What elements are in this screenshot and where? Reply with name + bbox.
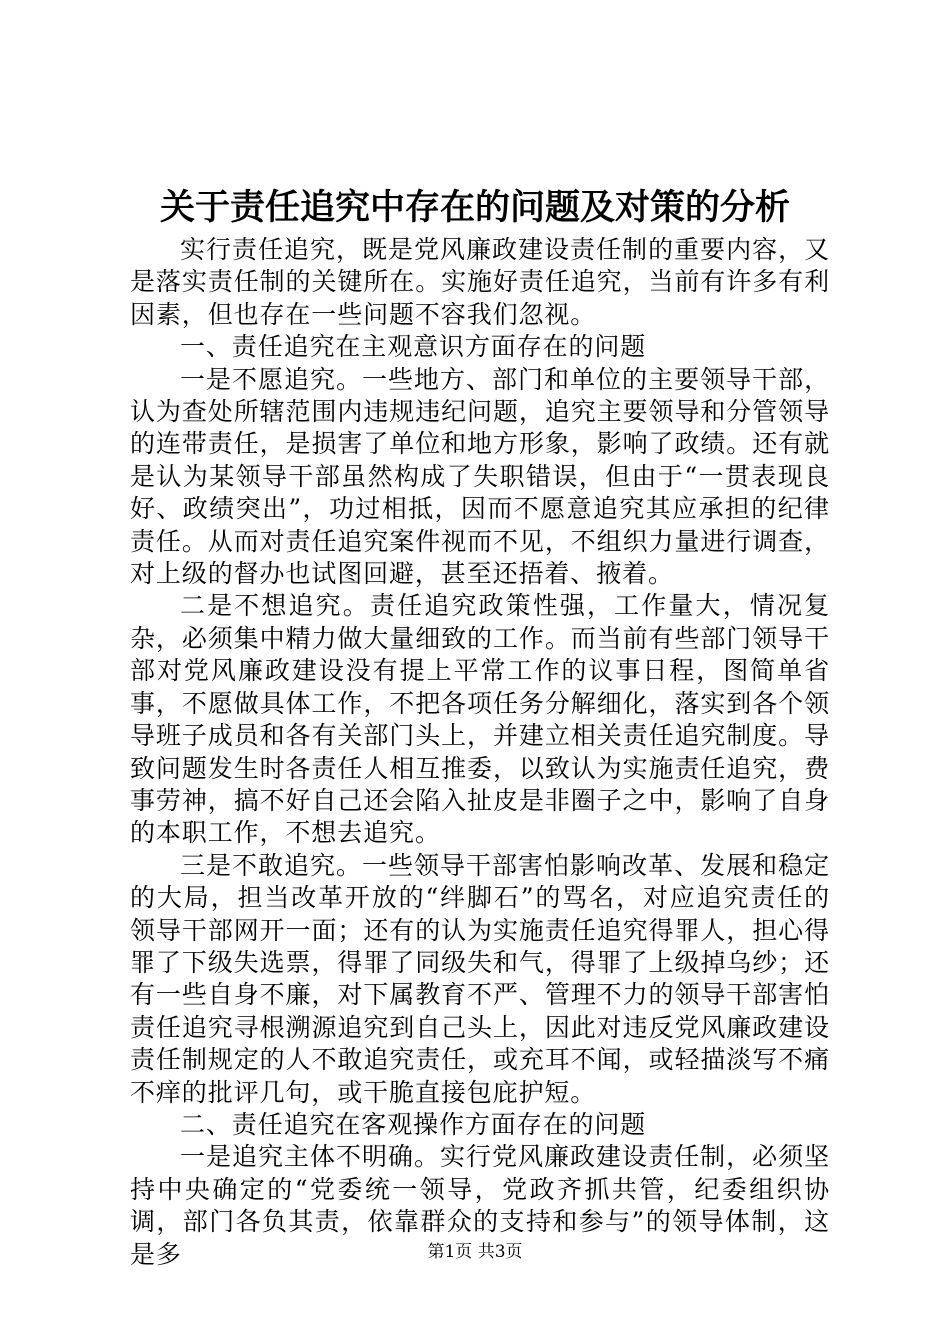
document-title: 关于责任追究中存在的问题及对策的分析: [159, 187, 790, 228]
page-number-footer: 第1页 共3页: [427, 1242, 523, 1262]
paragraph-point-1: 一是不愿追究。一些地方、部门和单位的主要领导干部，认为查处所辖范围内违规违纪问题，追究主要领导和分管领导的连带责任，是损害了单位和地方形象，影响了政绩。还有就是认为某领导干部虽然构成了失职错误，但由于“一贯表现良好、政绩突出”，功过相抵，因而不愿意追究其应承担的纪律责任。从而对责任追究案件视而不见，不组织力量进行调查，对上级的督办也试图回避，甚至还捂着、掖着。: [130, 364, 830, 589]
paragraph-point-4: 一是追究主体不明确。实行党风廉政建设责任制，必须坚持中央确定的“党委统一领导，党政齐抓共管，纪委组织协调，部门各负其责，依靠群众的支持和参与”的领导体制，这是多: [130, 1142, 830, 1269]
document-body: [130, 234, 830, 1271]
paragraph-point-2: 二是不想追究。责任追究政策性强，工作量大，情况复杂，必须集中精力做大量细致的工作。而当前有些部门领导干部对党风廉政建设没有提上平常工作的议事日程，图简单省事，不愿做具体工作，不把各项任务分解细化，落实到各个领导班子成员和各有关部门头上，并建立相关责任追究制度。导致问题发生时各责任人相互推委，以致认为实施责任追究，费事劳神，搞不好自己还会陷入扯皮是非圈子之中，影响了自身的本职工作，不想去追究。: [130, 591, 830, 848]
paragraph-intro: 实行责任追究，既是党风廉政建设责任制的重要内容，又是落实责任制的关键所在。实施好责任追究，当前有许多有利因素，但也存在一些问题不容我们忽视。: [130, 235, 830, 329]
paragraph-point-3: 三是不敢追究。一些领导干部害怕影响改革、发展和稳定的大局，担当改革开放的“绊脚石”的骂名，对应追究责任的领导干部网开一面；还有的认为实施责任追究得罪人，担心得罪了下级失选票，得罪了同级失和气，得罪了上级掉乌纱；还有一些自身不廉，对下属教育不严、管理不力的领导干部害怕责任追究寻根溯源追究到自己头上，因此对违反党风廉政建设责任制规定的人不敢追究责任，或充耳不闻，或轻描淡写不痛不痒的批评几句，或干脆直接包庇护短。: [130, 850, 830, 1107]
section-heading-1: 一、责任追究在主观意识方面存在的问题: [180, 332, 647, 362]
section-heading-2: 二、责任追究在客观操作方面存在的问题: [180, 1109, 647, 1139]
